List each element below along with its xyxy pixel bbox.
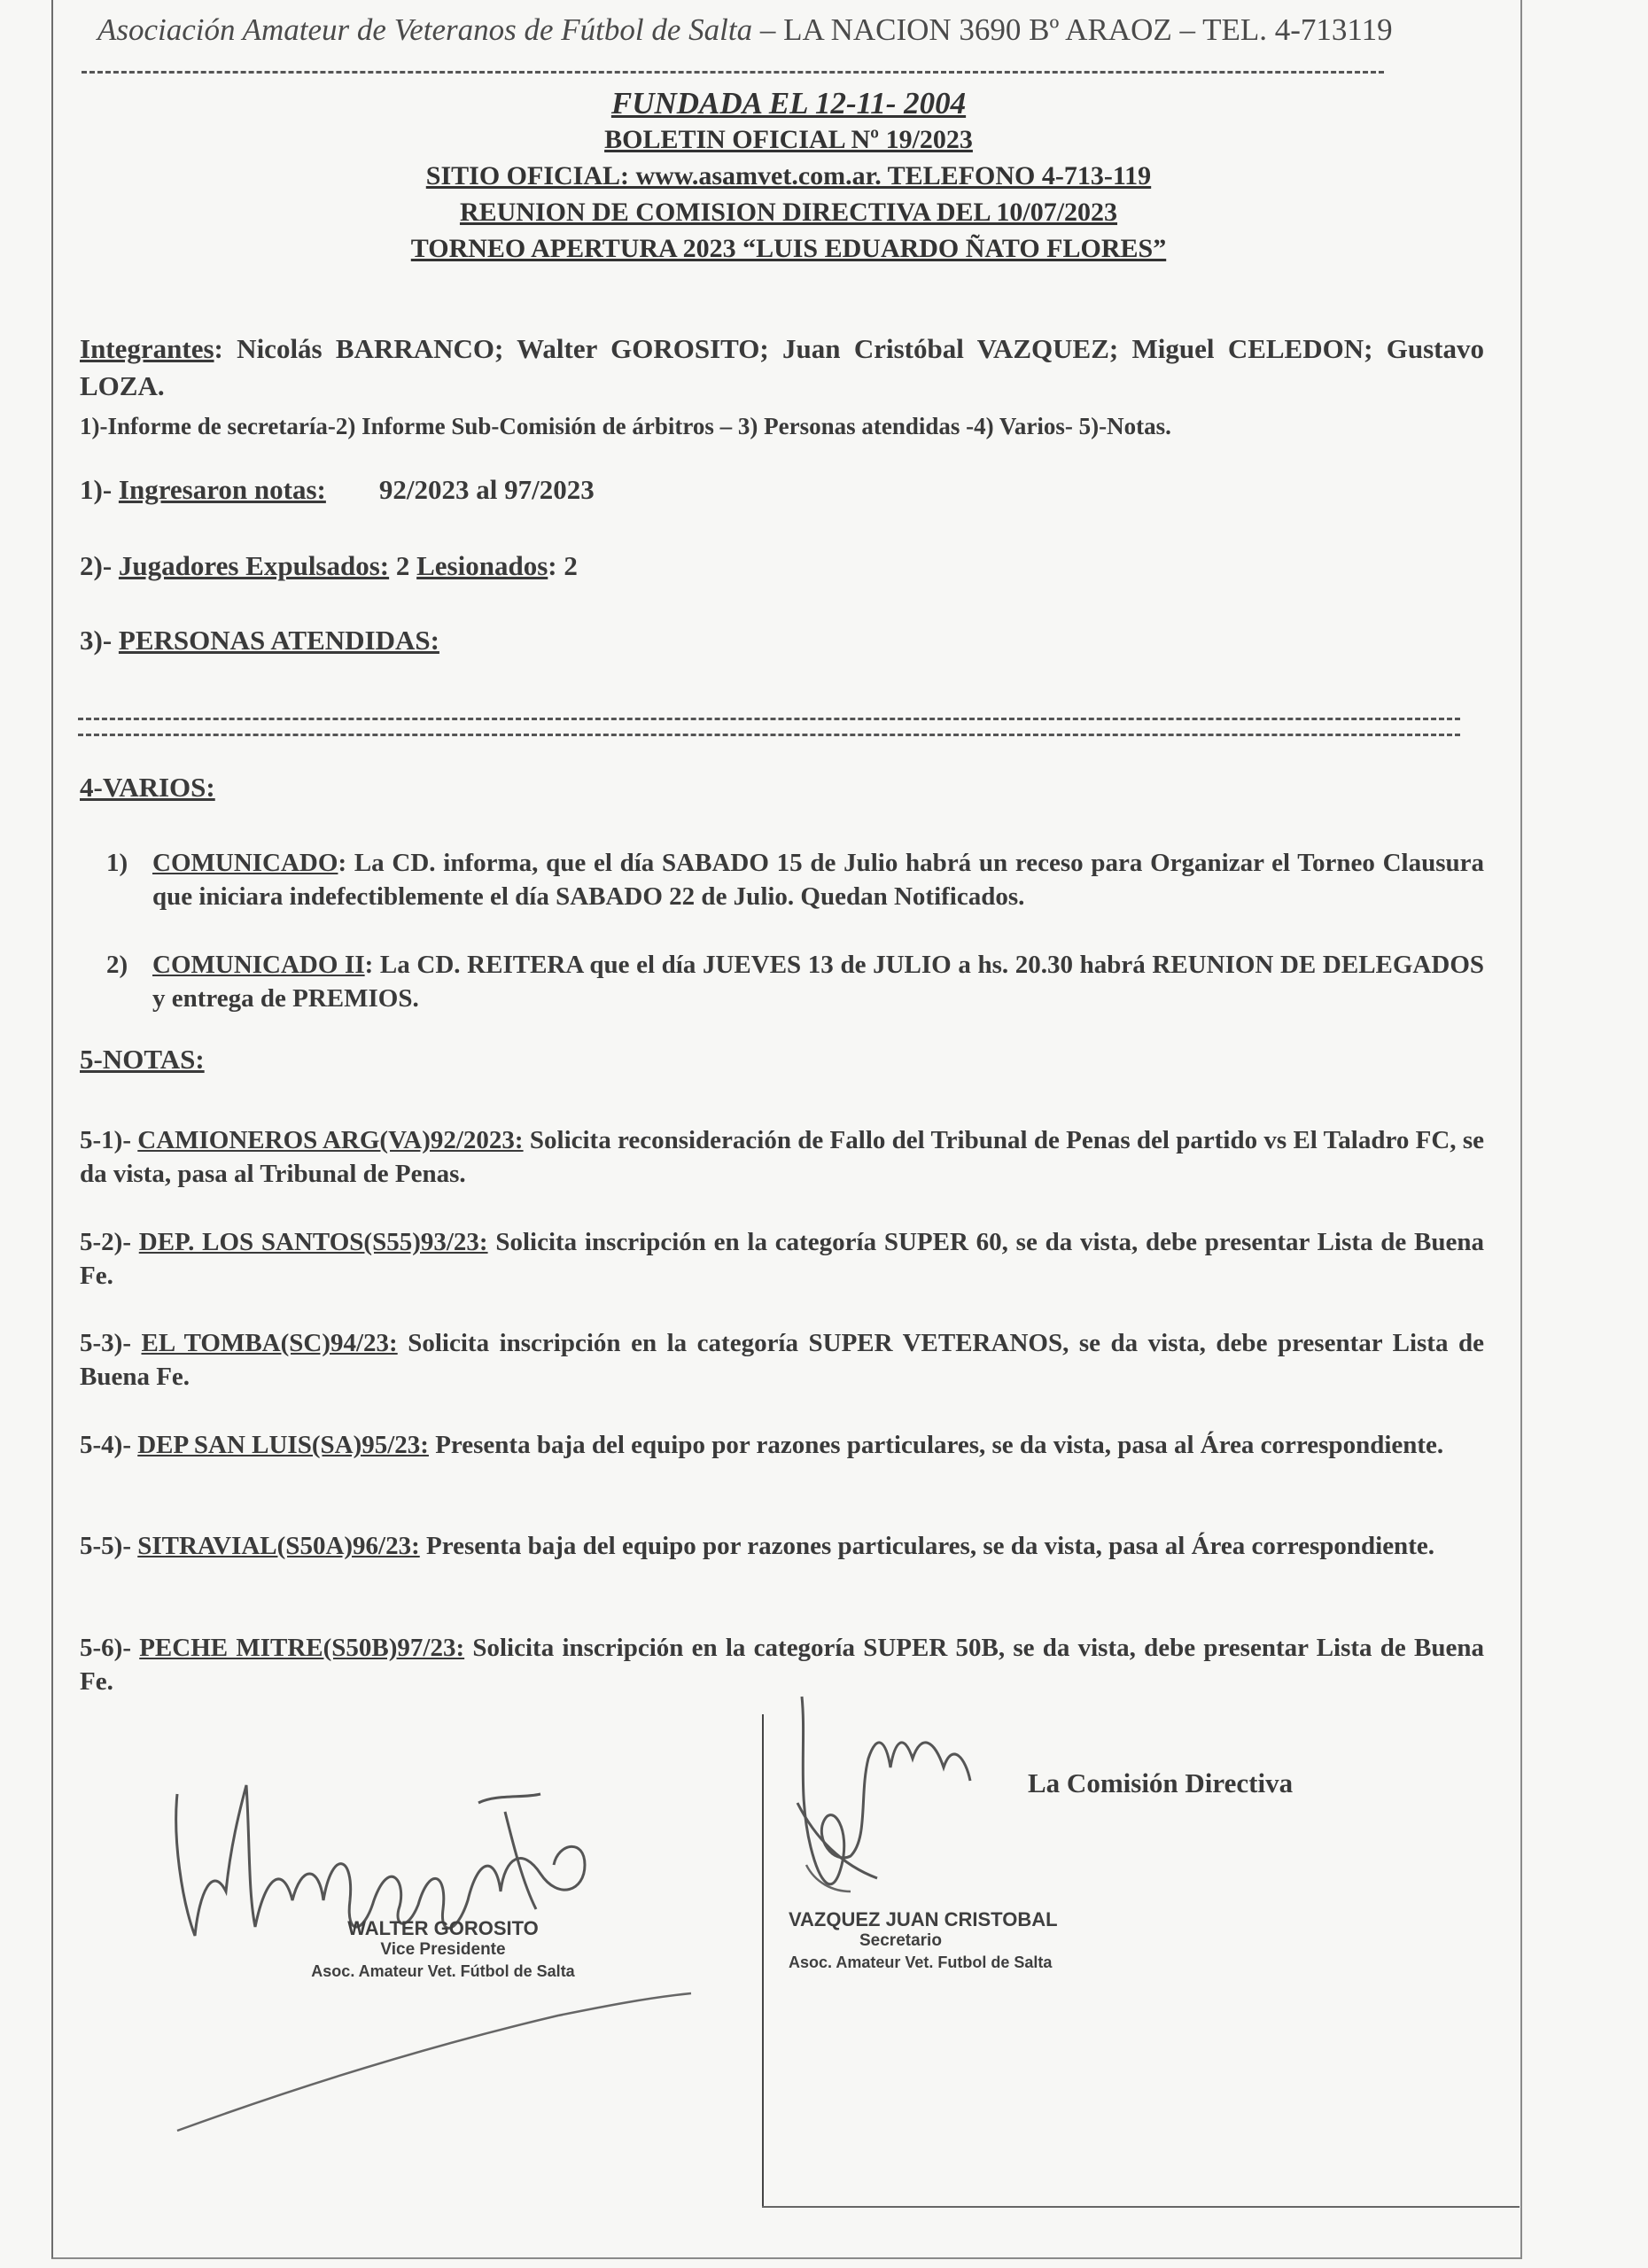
letterhead (97, 12, 1471, 48)
note-text: Solicita reconsideración de Fallo del Tribunal de Penas del partido vs El Taladro FC, se da vista, pasa al Tribunal de Penas. (80, 1126, 1484, 1188)
varios-item-label: COMUNICADO II (152, 951, 365, 979)
members-names: : Nicolás BARRANCO; Walter GOROSITO; Juan Cristóbal VAZQUEZ; Miguel CELEDON; Gustavo LOZA. (80, 333, 1484, 401)
notes-received-label: Ingresaron notas: (118, 474, 326, 505)
note-text: Solicita inscripción en la categoría SUPER 50B, se da vista, debe presentar Lista de Buena Fe. (80, 1634, 1484, 1696)
injured-value: : 2 (548, 550, 578, 581)
note-item-5: 5-5)- SITRAVIAL(S50A)96/23: Presenta baja del equipo por razones particulares, se da vista, pasa al Área correspondiente. (80, 1532, 1434, 1560)
left-signature-stamp (266, 1918, 620, 1982)
signature-bottom-rule (762, 2206, 1520, 2208)
varios-item-text: : La CD. informa, que el día SABADO 15 de Julio habrá un receso para Organizar el Torneo Clausura que iniciara indefectiblemente el día SABADO 22 de Julio. Quedan Notificados. (152, 849, 1484, 911)
members-paragraph (80, 330, 1484, 405)
notas-title: 5-NOTAS: (80, 1044, 205, 1075)
note-text: Solicita inscripción en la categoría SUPER VETERANOS, se da vista, debe presentar Lista de Buena Fe. (80, 1329, 1484, 1391)
closing-signature-label: La Comisión Directiva (1028, 1767, 1294, 1798)
right-signer-name: VAZQUEZ JUAN CRISTOBAL (789, 1908, 1058, 1930)
tournament-title: TORNEO APERTURA 2023 “LUIS EDUARDO ÑATO FLORES” (410, 234, 1167, 263)
note-text: Solicita inscripción en la categoría SUPER 60, se da vista, debe presentar Lista de Buena Fe. (80, 1228, 1485, 1290)
letterhead-org: Asociación Amateur de Veteranos de Fútbol de Salta (97, 12, 753, 47)
left-signer-role: Vice Presidente (380, 1940, 506, 1959)
note-label: PECHE MITRE(S50B)97/23: (139, 1634, 465, 1662)
members-label: Integrantes (80, 333, 214, 364)
section-players: 2)- Jugadores Expulsados: 2 Lesionados: 2 (80, 550, 578, 581)
section-notes-received: 1)- Ingresaron notas: 92/2023 al 97/2023 (80, 474, 595, 505)
note-item-3: 5-3)- EL TOMBA(SC)94/23: Solicita inscripción en la categoría SUPER VETERANOS, se da vista, debe presentar Lista de Buena Fe. (80, 1329, 1484, 1391)
expelled-label: Jugadores Expulsados: (118, 550, 390, 581)
attended-label: PERSONAS ATENDIDAS: (118, 625, 439, 656)
meeting-title: REUNION DE COMISION DIRECTIVA DEL 10/07/2023 (459, 198, 1118, 227)
note-item-6: 5-6)- PECHE MITRE(S50B)97/23: Solicita inscripción en la categoría SUPER 50B, se da vista, debe presentar Lista de Buena Fe. (80, 1634, 1484, 1696)
varios-item-number: 1) (106, 849, 128, 877)
varios-item-2 (106, 948, 1484, 1015)
note-item-2: 5-2)- DEP. LOS SANTOS(S55)93/23: Solicita inscripción en la categoría SUPER 60, se da vista, debe presentar Lista de Buena Fe. (80, 1228, 1485, 1290)
official-site: SITIO OFICIAL: www.asamvet.com.ar. TELEFONO 4-713-119 (425, 161, 1152, 190)
varios-item-label: COMUNICADO (152, 849, 338, 877)
bulletin-header (0, 85, 1577, 267)
top-divider (82, 71, 1384, 74)
injured-label: Lesionados (416, 550, 548, 581)
notes-received-value: 92/2023 al 97/2023 (378, 474, 595, 505)
right-signer-org: Asoc. Amateur Vet. Futbol de Salta (789, 1953, 1053, 1971)
founded-date: FUNDADA EL 12-11- 2004 (610, 86, 967, 120)
note-label: DEP. LOS SANTOS(S55)93/23: (138, 1228, 488, 1256)
varios-item-number: 2) (106, 951, 128, 979)
left-signer-org: Asoc. Amateur Vet. Fútbol de Salta (311, 1962, 575, 1980)
bulletin-number: BOLETIN OFICIAL Nº 19/2023 (604, 125, 973, 154)
varios-item-text: : La CD. REITERA que el día JUEVES 13 de JULIO a hs. 20.30 habrá REUNION DE DELEGADOS y entrega de PREMIOS. (152, 951, 1485, 1013)
section-attended: 3)- PERSONAS ATENDIDAS: (80, 625, 439, 656)
section-divider-2 (78, 734, 1460, 736)
note-text: Presenta baja del equipo por razones particulares, se da vista, pasa al Área correspondiente. (428, 1431, 1444, 1459)
note-label: DEP SAN LUIS(SA)95/23: (137, 1431, 429, 1459)
note-label: EL TOMBA(SC)94/23: (141, 1329, 398, 1357)
note-text: Presenta baja del equipo por razones particulares, se da vista, pasa al Área correspondiente. (419, 1532, 1434, 1560)
note-label: CAMIONEROS ARG(VA)92/2023: (137, 1126, 524, 1154)
expelled-value: 2 (389, 550, 417, 581)
right-signature-stamp (789, 1909, 1081, 1973)
note-item-1: 5-1)- CAMIONEROS ARG(VA)92/2023: Solicita reconsideración de Fallo del Tribunal de Penas del partido vs El Taladro FC, se da vista, pasa al Tribunal de Penas. (80, 1126, 1484, 1188)
signature-divider (762, 1714, 764, 2206)
left-signer-name: WALTER GOROSITO (347, 1917, 539, 1939)
varios-title: 4-VARIOS: (80, 772, 215, 803)
agenda-line: 1)-Informe de secretaría-2) Informe Sub-Comisión de árbitros – 3) Personas atendidas -4) Varios- 5)-Notas. (80, 413, 1171, 439)
varios-item-1 (106, 846, 1484, 913)
section-divider-1 (78, 718, 1460, 720)
right-signer-role: Secretario (859, 1931, 942, 1950)
note-label: SITRAVIAL(S50A)96/23: (137, 1532, 420, 1560)
letterhead-address: – LA NACION 3690 Bº ARAOZ – TEL. 4-713119 (752, 12, 1393, 47)
note-item-4: 5-4)- DEP SAN LUIS(SA)95/23: Presenta baja del equipo por razones particulares, se da vista, pasa al Área correspondiente. (80, 1431, 1444, 1459)
